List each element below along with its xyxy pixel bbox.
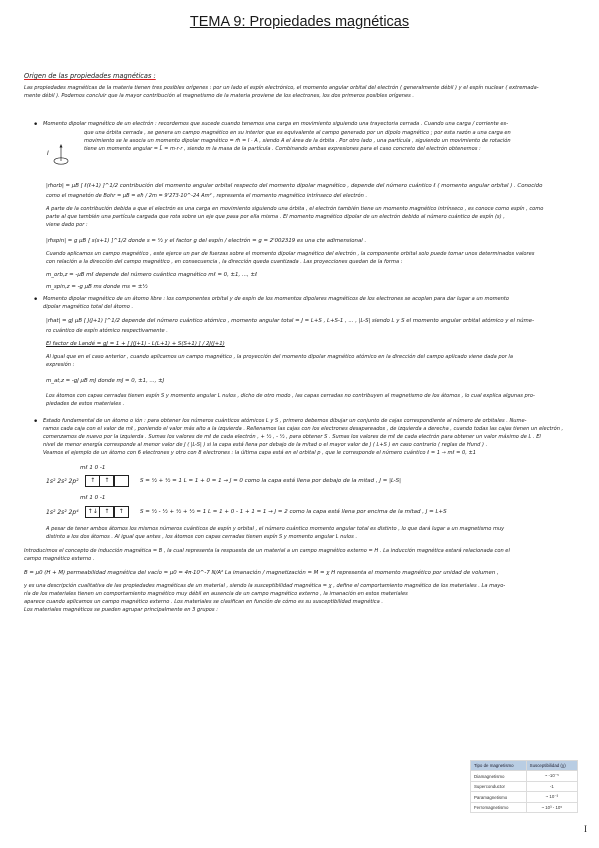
text-line: Las propiedades magnéticas de la materia tienen tres posibles orígenes : por un lado el espín electrónico, el momento angular orbital del electrón ( generalmente débil ) y el espín nuclear ( extremada- [24, 85, 539, 91]
equation-orbital: |m̄orb| = μB [ ℓ(ℓ+1) ]^1/2 contribución del momento angular orbital respecto del momento dipolar magnético , depende del número cuántico ℓ ( momento angular orbital ) . Conocido [46, 183, 543, 189]
text-line: A pesar de tener ambos átomos los mismos números cuánticos de espín y orbital , el número cuántico momento angular total es distinto , lo que dará lugar a un magnetismo muy [46, 526, 505, 532]
text-line: parte al que también una partícula cargada que rota sobre un eje que pasa por ella misma . El momento magnético dipolar de un electrón debido al número cuántico de espín (s) , [46, 213, 505, 220]
electron-config-2: 1s² 2s² 2p⁴ [46, 509, 79, 516]
text-line: Cuando aplicamos un campo magnético , este ejerce un par de fuerzas sobre el momento dipolar magnético del electrón , la componente orbital solo puede tomar unos determinados valores [46, 251, 535, 257]
text-line: aparece cuando aplicamos un campo magnético externo . Los materiales se clasifican en función de cómo es su susceptibilidad magnética . [24, 598, 383, 605]
table-row [471, 792, 578, 803]
text-line: ría de los materiales tienen un comportamiento magnético muy débil en ausencia de un campo magnético externo , la imanación en estos materiales [24, 590, 408, 597]
text-line: nivel de menor energía corresponde al menor valor de J ( |L-S| ) si la capa está llena por debajo de la mitad o el mayor valor de J ( L+S ) en caso contrario ( reglas de Hund ) . [43, 441, 488, 448]
text-line: campo magnético externo . [24, 555, 95, 562]
table-cell: Diamagnetismo [471, 771, 527, 782]
hund-conclusion [46, 526, 586, 542]
magnetism-table [470, 760, 578, 813]
orbital-box: ↑↓ [85, 506, 100, 518]
table-cell: -1 [526, 782, 577, 792]
table-row [471, 803, 578, 813]
page-title: TEMA 9: Propiedades magnéticas [189, 14, 410, 30]
table-cell: Superconductor [471, 782, 527, 792]
orbital-box: ↑ [114, 506, 129, 518]
table-row [471, 771, 578, 782]
equation-induction: B = μ0 (H + M) permeabilidad magnética del vacío = μ0 = 4π·10^-7 N/A² La imanación / magnetización = M = χ H representa el momento magnético por unidad de volumen , [24, 570, 499, 576]
text-line: con relación a la dirección del campo magnético , en consecuencia , la dirección queda cuantizada . Las proyecciones quedan de la forma : [46, 258, 403, 265]
electron-config-1: 1s² 2s² 2p² [46, 478, 79, 485]
equation-orb-projection: m_orb,z = -μB mℓ depende del número cuántico magnético mℓ = 0, ±1, ..., ±ℓ [46, 272, 258, 278]
table-cell: ~ -10⁻⁵ [526, 771, 577, 782]
bullet-electron-dipole [43, 121, 583, 129]
text-line: A parte de la contribución debida a que el electrón es una carga en movimiento siguiendo una órbita , el electrón también tiene un momento magnético intrínseco , es conoce como espín , como [46, 206, 544, 212]
bullet-electron-dipole-cont [84, 130, 584, 154]
table-row [471, 782, 578, 792]
table-cell: Ferromagnetismo [471, 803, 527, 813]
table-header: Tipo de magnetismo [471, 761, 527, 771]
text-line: y es una descripción cualitativa de las propiedades magnéticas de un material , siendo la susceptibilidad magnética = χ , define el comportamiento magnético de los materiales . La mayo- [24, 583, 506, 589]
orbital-boxes-2 [86, 506, 129, 518]
text-line: Momento dipolar magnético de un electrón : recordemos que sucede cuando tenemos una carga en movimiento siguiendo una trayectoria cerrada . Cuando una carga / corriente es- [43, 121, 509, 127]
orbital-box [114, 475, 129, 487]
orbit-sketch [44, 143, 70, 171]
atomic-projection-paragraph [46, 354, 586, 370]
text-line: viene dado por : [46, 221, 88, 228]
text-line: expresión : [46, 361, 75, 368]
text-line: Al igual que en el caso anterior , cuando aplicamos un campo magnético , la proyección del momento dipolar magnético atómico en la dirección del campo aplicado viene dada por la [46, 354, 513, 360]
text-line: tiene un momento angular = L̄ = m·r·r , siendo m la masa de la partícula . Combinando ambas expresiones para el caso concreto del electrón obtenemos : [84, 145, 481, 152]
equation-spin: |m̄spin| = g μB [ s(s+1) ]^1/2 donde s = ½ y el factor g del espín / electrón = g = 2'002319 es una cte adimensional . [46, 238, 367, 244]
ml-header: mℓ 1 0 -1 [80, 495, 106, 501]
bullet-dot: • [33, 295, 39, 305]
bullet-dot: • [33, 417, 39, 427]
susceptibility-paragraph [24, 583, 584, 615]
spin-paragraph [46, 206, 586, 230]
text-line: Los materiales magnéticos se pueden agrupar principalmente en 3 grupos : [24, 606, 218, 613]
table-header-row [471, 761, 578, 771]
bohr-magneton-line: como el magnetón de Bohr = μB = eħ / 2m = 9'273·10^-24 Am² , representa el momento magnético intrínseco del electrón . [46, 193, 368, 199]
sketch-label: I [47, 150, 49, 157]
text-line: piedades de estos materiales . [46, 400, 125, 407]
atomic-line-cont: ro cuántico de espín atómico respectivamente . [46, 328, 168, 334]
table-cell: ~ 10⁻³ [526, 792, 577, 803]
closed-shells-paragraph [46, 393, 586, 409]
orbital-box: ↑ [99, 475, 114, 487]
text-line: Introducimos el concepto de inducción magnética = B , la cual representa la respuesta de un material a un campo magnético externo = H . La inducción magnética estará relacionada con el [24, 548, 510, 554]
bullet-free-atom [43, 296, 583, 312]
text-line: que una órbita cerrada , se genera un campo magnético en su interior que es equivalente al campo generado por un dipolo magnético ; por esta razón a una carga en [84, 130, 511, 136]
table-header: Susceptibilidad (χ) [526, 761, 577, 771]
text-line: comenzamos de nuevo por la izquierda . Sumas los valores de mℓ de cada electrón , + ½ , - ½ , para obtener S . Sumas los valores de mℓ de cada electrón para obtener un valor máximo de L . El [43, 433, 541, 440]
ml-header: mℓ 1 0 -1 [80, 465, 106, 471]
table-cell: Paramagnetismo [471, 792, 527, 803]
text-line: Veamos el ejemplo de un átomo con 6 electrones y otro con 8 electrones : la última capa está en el orbital p , que le corresponde el número cuántico ℓ = 1 → mℓ = 0, ±1 [43, 449, 477, 456]
orbital-box: ↑ [99, 506, 114, 518]
text-line: Estado fundamental de un átomo o ión : para obtener los números cuánticos atómicos L y S , primero debemos dibujar un conjunto de cajas correspondiente al número de orbitales . Nume- [43, 418, 527, 424]
text-line: Momento dipolar magnético de un átomo libre : los componentes orbital y de espín de los momentos dipolares magnéticos de los electrones se acoplan para dar lugar a un momento [43, 296, 510, 302]
induction-paragraph [24, 548, 584, 564]
page-number: I [584, 824, 587, 834]
config-2-result: S = ½ - ½ + ½ + ½ = 1 L = 1 + 0 - 1 + 1 = 1 → J = 2 como la capa está llena por encima de la mitad , J = L+S [140, 509, 447, 515]
text-line: distinto a los dos átomos . Al igual que antes , los átomos con capas cerradas tienen espín S y momento angular L nulos . [46, 533, 358, 540]
bullet-ground-state [43, 418, 588, 457]
text-line: mente débil ). Podemos concluir que la mayor contribución al magnetismo de la materia proviene de los electrones, los dos primeros posibles orígenes . [24, 92, 414, 99]
projection-paragraph [46, 251, 586, 267]
text-line: movimiento se le asocia un momento dipolar magnético = m̄ = I · A , siendo A el área de la órbita . Por otro lado , una partícula , siguiendo un movimiento de rotación [84, 137, 511, 144]
equation-atomic-projection: m_at,z = -gJ μB mJ donde mJ = 0, ±1, ..., ±J [46, 378, 165, 384]
bullet-dot: • [33, 120, 39, 130]
text-line: ramos cada caja con el valor de mℓ , poniendo el valor más alto a la izquierda . Rellenamos las cajas con los electrones desapareados , de izquierda a derecha , cuando todas las cajas tienen un electrón , [43, 425, 564, 432]
section-heading: Origen de las propiedades magnéticas : [24, 72, 156, 80]
orbital-boxes-1 [86, 475, 129, 487]
lande-factor: El factor de Landé = gJ = 1 + [ J(J+1) - L(L+1) + S(S+1) ] / 2J(J+1) [46, 341, 225, 347]
config-1-result: S = ½ + ½ = 1 L = 1 + 0 = 1 → J = 0 como la capa está llena por debajo de la mitad , J = |L-S| [140, 478, 401, 484]
table-cell: ~ 10³ - 10⁵ [526, 803, 577, 813]
text-line: Los átomos con capas cerradas tienen espín S y momento angular L nulos , dicho de otro modo , las capas cerradas no contribuyen al magnetismo de los átomos , lo cual explica algunas pro- [46, 393, 535, 399]
intro-paragraph [24, 85, 584, 101]
text-line: dipolar magnético total del átomo . [43, 303, 134, 310]
equation-atomic: |m̄at| = gJ μB [ J(J+1) ]^1/2 depende del número cuántico atómico , momento angular total = J = L+S , L+S-1 , ... , |L-S| siendo L y S el momento angular orbital atómico y el núme- [46, 318, 535, 324]
orbital-box: ↑ [85, 475, 100, 487]
equation-spin-projection: m_spin,z = -g μB ms donde ms = ±½ [46, 284, 148, 290]
